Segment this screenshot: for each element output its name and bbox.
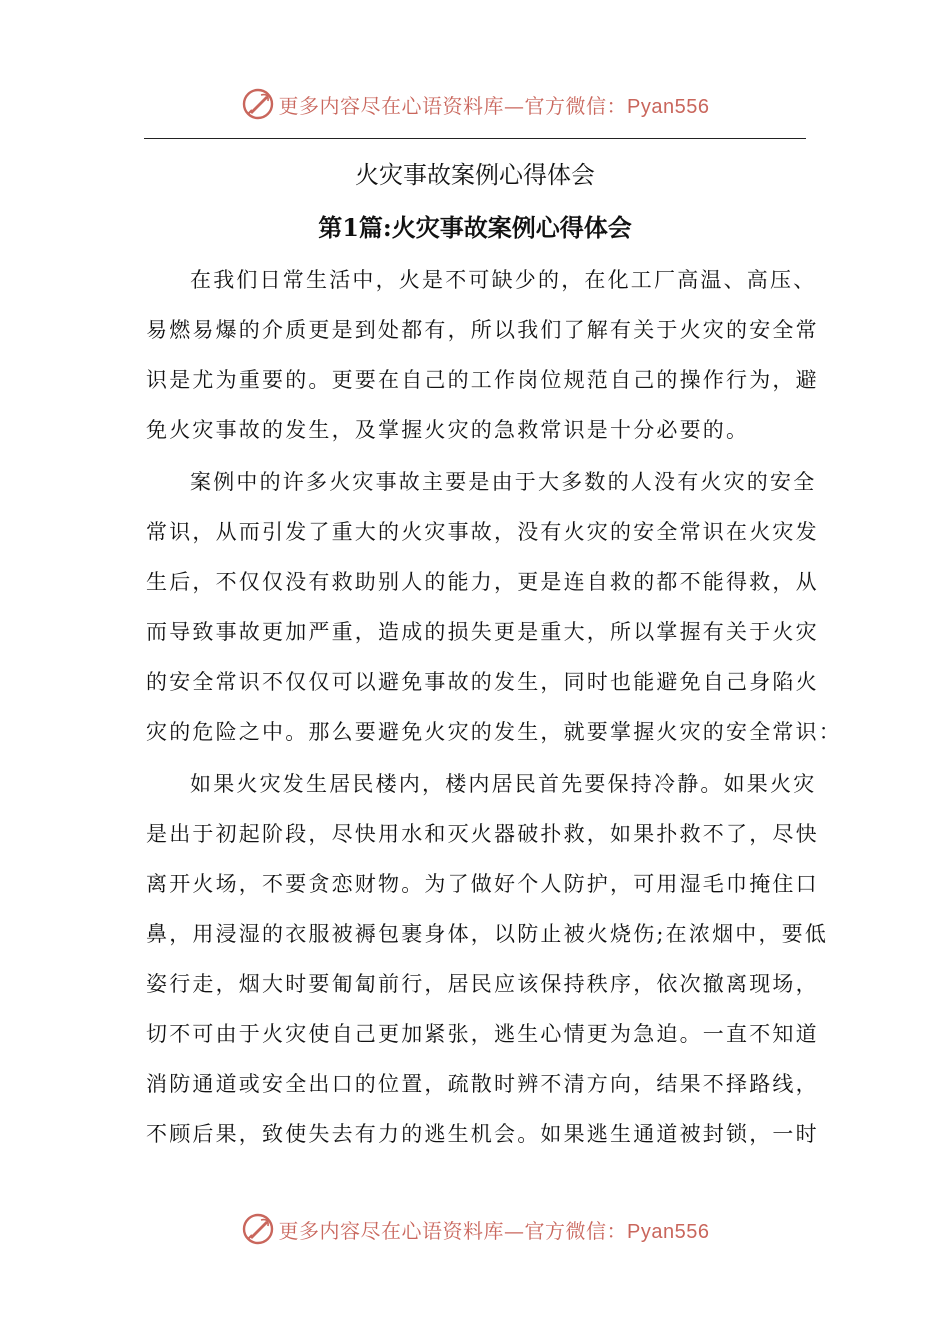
body-line: 姿行走，烟大时要匍匐前行，居民应该保持秩序，依次撤离现场， [146, 972, 819, 996]
body-line: 如果火灾发生居民楼内，楼内居民首先要保持冷静。如果火灾 [190, 772, 817, 796]
body-line: 消防通道或安全出口的位置，疏散时辨不清方向，结果不择路线， [146, 1072, 819, 1096]
body-line: 易燃易爆的介质更是到处都有，所以我们了解有关于火灾的安全常 [146, 318, 819, 342]
body-line: 案例中的许多火灾事故主要是由于大多数的人没有火灾的安全 [190, 470, 817, 494]
header-rule [144, 138, 806, 139]
body-line: 是出于初起阶段，尽快用水和灭火器破扑救，如果扑救不了，尽快 [146, 822, 819, 846]
quill-logo-icon [241, 1212, 275, 1246]
body-line: 常识，从而引发了重大的火灾事故，没有火灾的安全常识在火灾发 [146, 520, 819, 544]
footer-banner-text: 更多内容尽在心语资料库—官方微信：Pyan556 [278, 1218, 710, 1243]
body-line: 离开火场，不要贪恋财物。为了做好个人防护，可用湿毛巾掩住口 [146, 872, 819, 896]
footer-banner-handle: Pyan556 [627, 1220, 710, 1243]
body-line: 切不可由于火灾使自己更加紧张，逃生心情更为急迫。一直不知道 [146, 1022, 819, 1046]
body-line: 不顾后果，致使失去有力的逃生机会。如果逃生通道被封锁，一时 [146, 1122, 819, 1146]
header-banner [0, 84, 950, 124]
body-line: 灾的危险之中。那么要避免火灾的发生，就要掌握火灾的安全常识： [146, 720, 842, 744]
section-heading: 第1篇:火灾事故案例心得体会 [318, 213, 632, 242]
body-line: 生后，不仅仅没有救助别人的能力，更是连自救的都不能得救，从 [146, 570, 819, 594]
header-banner-text: 更多内容尽在心语资料库—官方微信：Pyan556 [278, 93, 710, 118]
body-line: 鼻，用浸湿的衣服被褥包裹身体，以防止被火烧伤;在浓烟中，要低 [146, 922, 829, 946]
body-line: 的安全常识不仅仅可以避免事故的发生，同时也能避免自己身陷火 [146, 670, 819, 694]
body-line: 而导致事故更加严重，造成的损失更是重大，所以掌握有关于火灾 [146, 620, 819, 644]
body-line: 识是尤为重要的。更要在自己的工作岗位规范自己的操作行为，避 [146, 368, 819, 392]
body-line: 免火灾事故的发生，及掌握火灾的急救常识是十分必要的。 [146, 418, 750, 442]
header-banner-handle: Pyan556 [627, 95, 710, 118]
footer-banner [0, 1209, 950, 1249]
quill-logo-icon [241, 87, 275, 121]
document-title: 火灾事故案例心得体会 [355, 161, 595, 189]
body-line: 在我们日常生活中，火是不可缺少的，在化工厂高温、高压、 [190, 268, 817, 292]
